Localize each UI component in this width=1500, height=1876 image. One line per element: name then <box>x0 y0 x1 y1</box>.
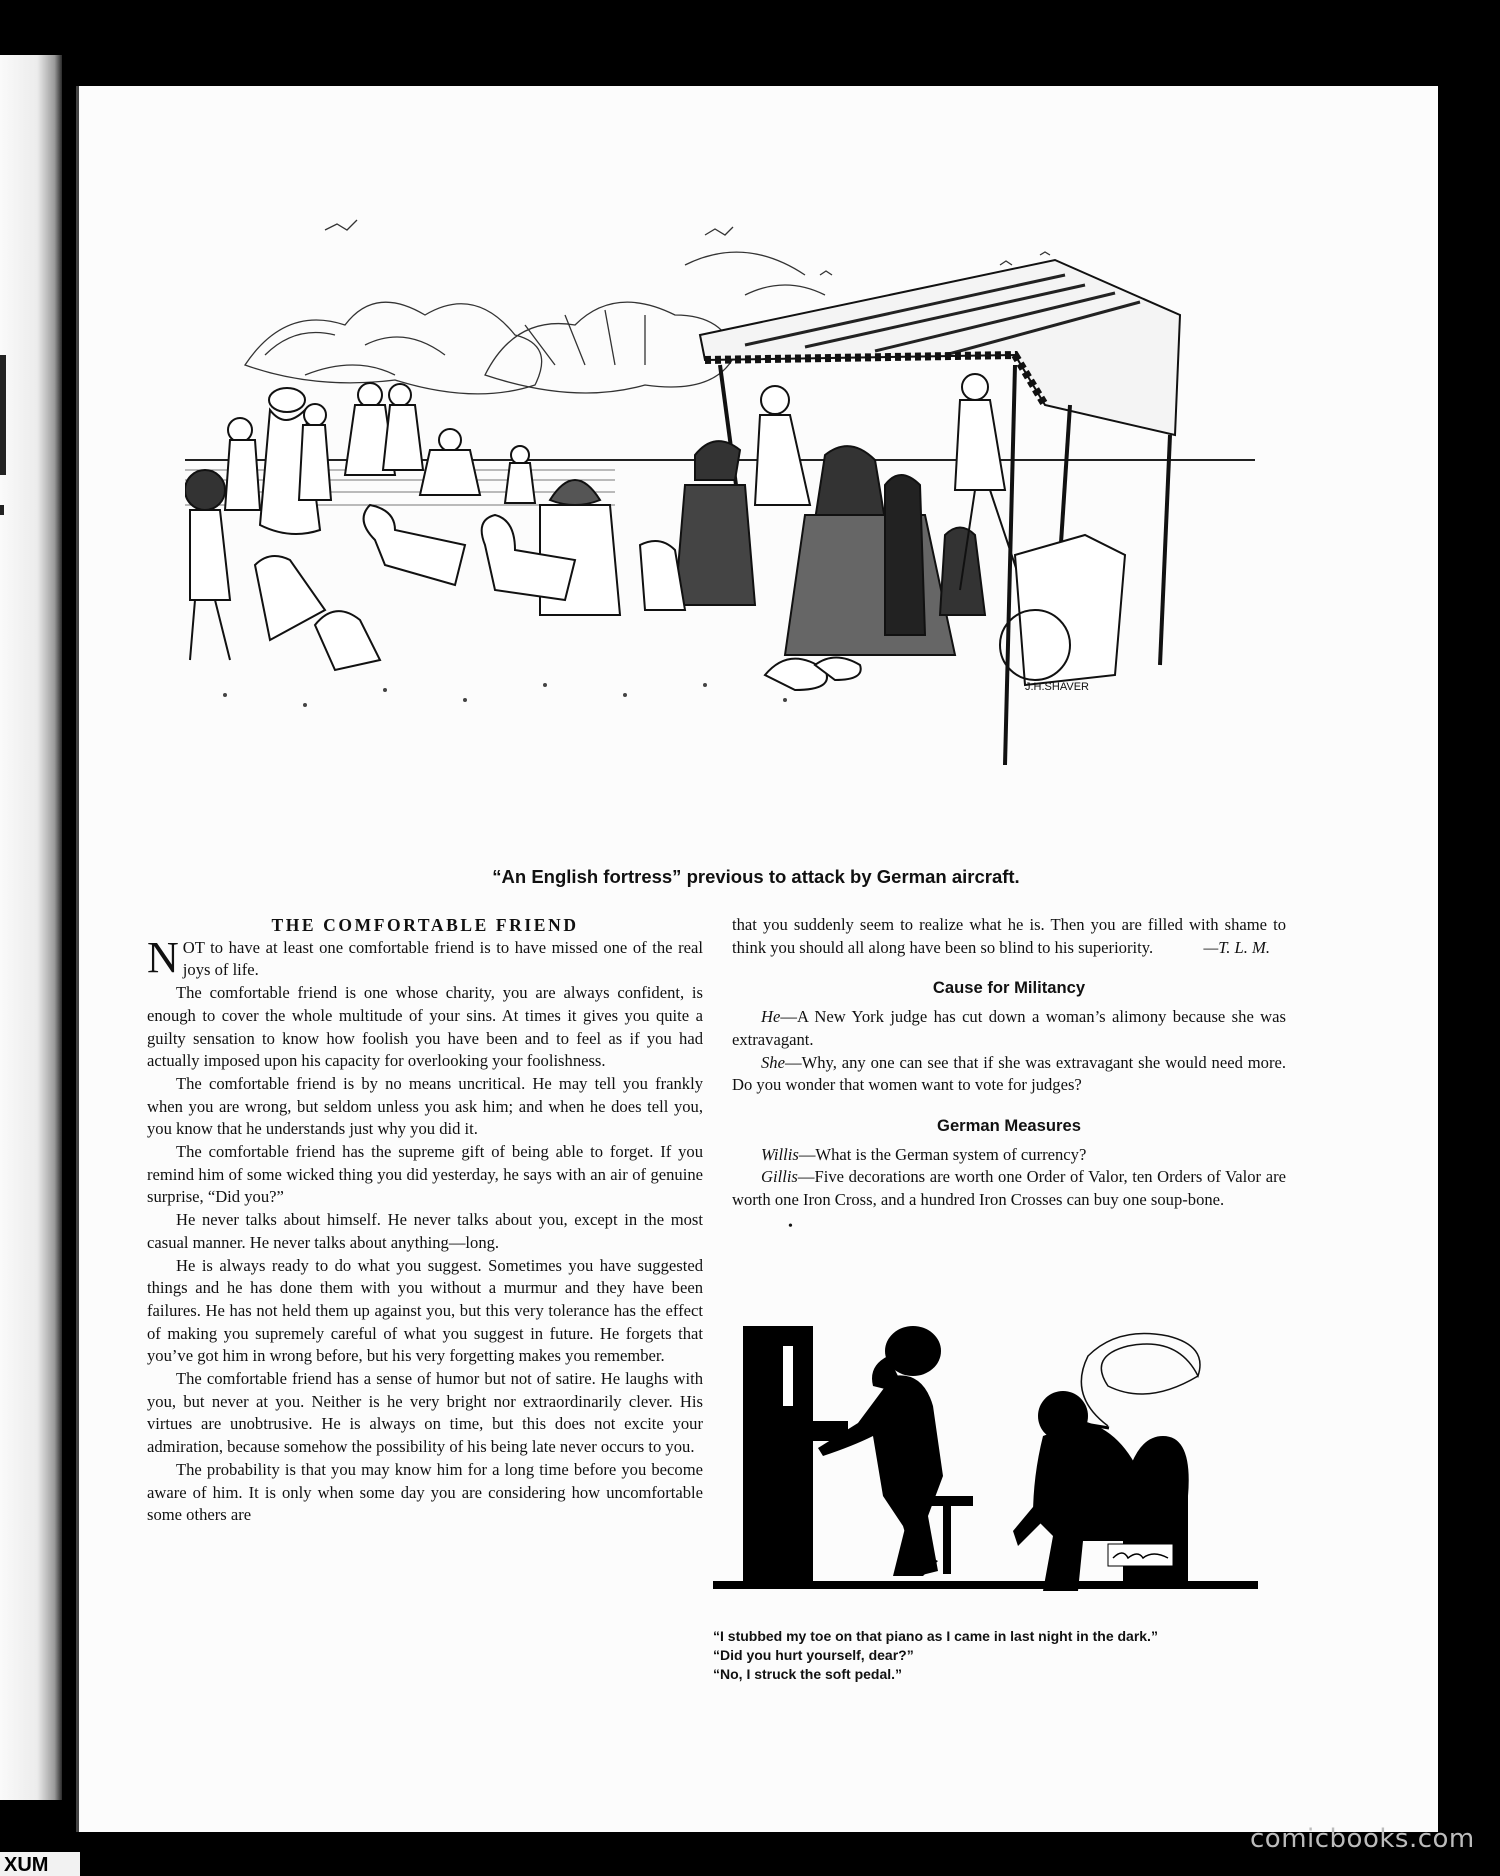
right-column <box>732 914 1286 1238</box>
caption-line: “No, I struck the soft pedal.” <box>713 1666 903 1682</box>
article-paragraph: The comfortable friend is by no means uncritical. He may tell you frankly when you are wrong, but seldom unless you ask him; and when he does tell you, you know that he understands just why you did it. <box>147 1073 703 1139</box>
article-paragraph: He never talks about himself. He never talks about you, except in the most casual manner. He never talks about anything—long. <box>147 1210 703 1252</box>
article-paragraph: The comfortable friend has the supreme gift of being able to forget. If you remind him of some wicked thing you did yesterday, he says with an air of genuine surprise, “Did you?” <box>147 1142 703 1207</box>
article-paragraph: The probability is that you may know him for a long time before you become aware of him. It is only when some day you are considering how uncomfortable some others are <box>147 1459 703 1525</box>
article-paragraph: He is always ready to do what you suggest. Sometimes you have suggested things and he has done them with you without a murmur and they have been failures. He has not held them up against you, but this very tolerance has the effect of making you supremely careful of what you suggest in future. He forgets that you’ve got him in wrong before, but his very forgetting makes you remember. <box>147 1255 703 1366</box>
watermark: comicbooks.com <box>1250 1824 1475 1854</box>
facing-page-edge <box>0 55 62 1800</box>
article-paragraph: that you suddenly seem to realize what he is. Then you are filled with shame to think you should all along have been so blind to his superiority. —T. L. M. <box>732 914 1286 959</box>
scan-mark <box>0 505 4 515</box>
piano-silhouette-cartoon <box>713 1316 1258 1602</box>
drop-cap: N <box>147 932 179 982</box>
illustration-signature: J.H.SHAVER <box>1025 681 1089 693</box>
article-signature: —T. L. M. <box>1203 937 1270 957</box>
cartoon-caption <box>713 1627 1273 1684</box>
dialogue-line: Willis—What is the German system of currency? <box>761 1144 1087 1164</box>
caption-line: “Did you hurt yourself, dear?” <box>713 1647 914 1663</box>
scan-mark <box>0 355 6 475</box>
article-paragraph: NOT to have at least one comfortable friend is to have missed one of the real joys of life. <box>147 932 703 982</box>
bottom-tag: XUM <box>0 1852 80 1876</box>
article-title: THE COMFORTABLE FRIEND <box>271 915 579 935</box>
dialogue-line: He—A New York judge has cut down a woman’s alimony because she was extravagant. <box>732 1007 1286 1049</box>
militancy-title: Cause for Militancy <box>932 978 1086 998</box>
dialogue-line: Gillis—Five decorations are worth one Order of Valor, ten Orders of Valor are worth one Iron Cross, and a hundred Iron Crosses can buy one soup-bone. <box>732 1167 1286 1210</box>
left-column <box>147 914 703 1527</box>
caption-line: “I stubbed my toe on that piano as I came in last night in the dark.” <box>713 1628 1158 1644</box>
article-paragraph: The comfortable friend has a sense of humor but not of satire. He laughs with you, but never at you. Neither is he very bright nor extraordinarily clever. His virtues are unobtrusive. He is always on time, but this does not excite your admiration, because somehow the possibility of his being late never occurs to you. <box>147 1369 703 1457</box>
beach-illustration <box>185 205 1255 845</box>
german-measures-title: German Measures <box>937 1115 1081 1135</box>
stray-dot: • <box>788 1218 793 1234</box>
dialogue-line: She—Why, any one can see that if she was extravagant she would need more. Do you wonder that women want to vote for judges? <box>732 1052 1286 1095</box>
illustration-caption: “An English fortress” previous to attack by German aircraft. <box>492 866 1020 887</box>
article-paragraph: The comfortable friend is one whose charity, you are always confident, is enough to cover the whole multitude of your sins. At times it gives you quite a guilty sensation to know how foolish you have been and to feel as if you had actually imposed upon his capacity for overlooking your foolishness. <box>147 983 703 1071</box>
